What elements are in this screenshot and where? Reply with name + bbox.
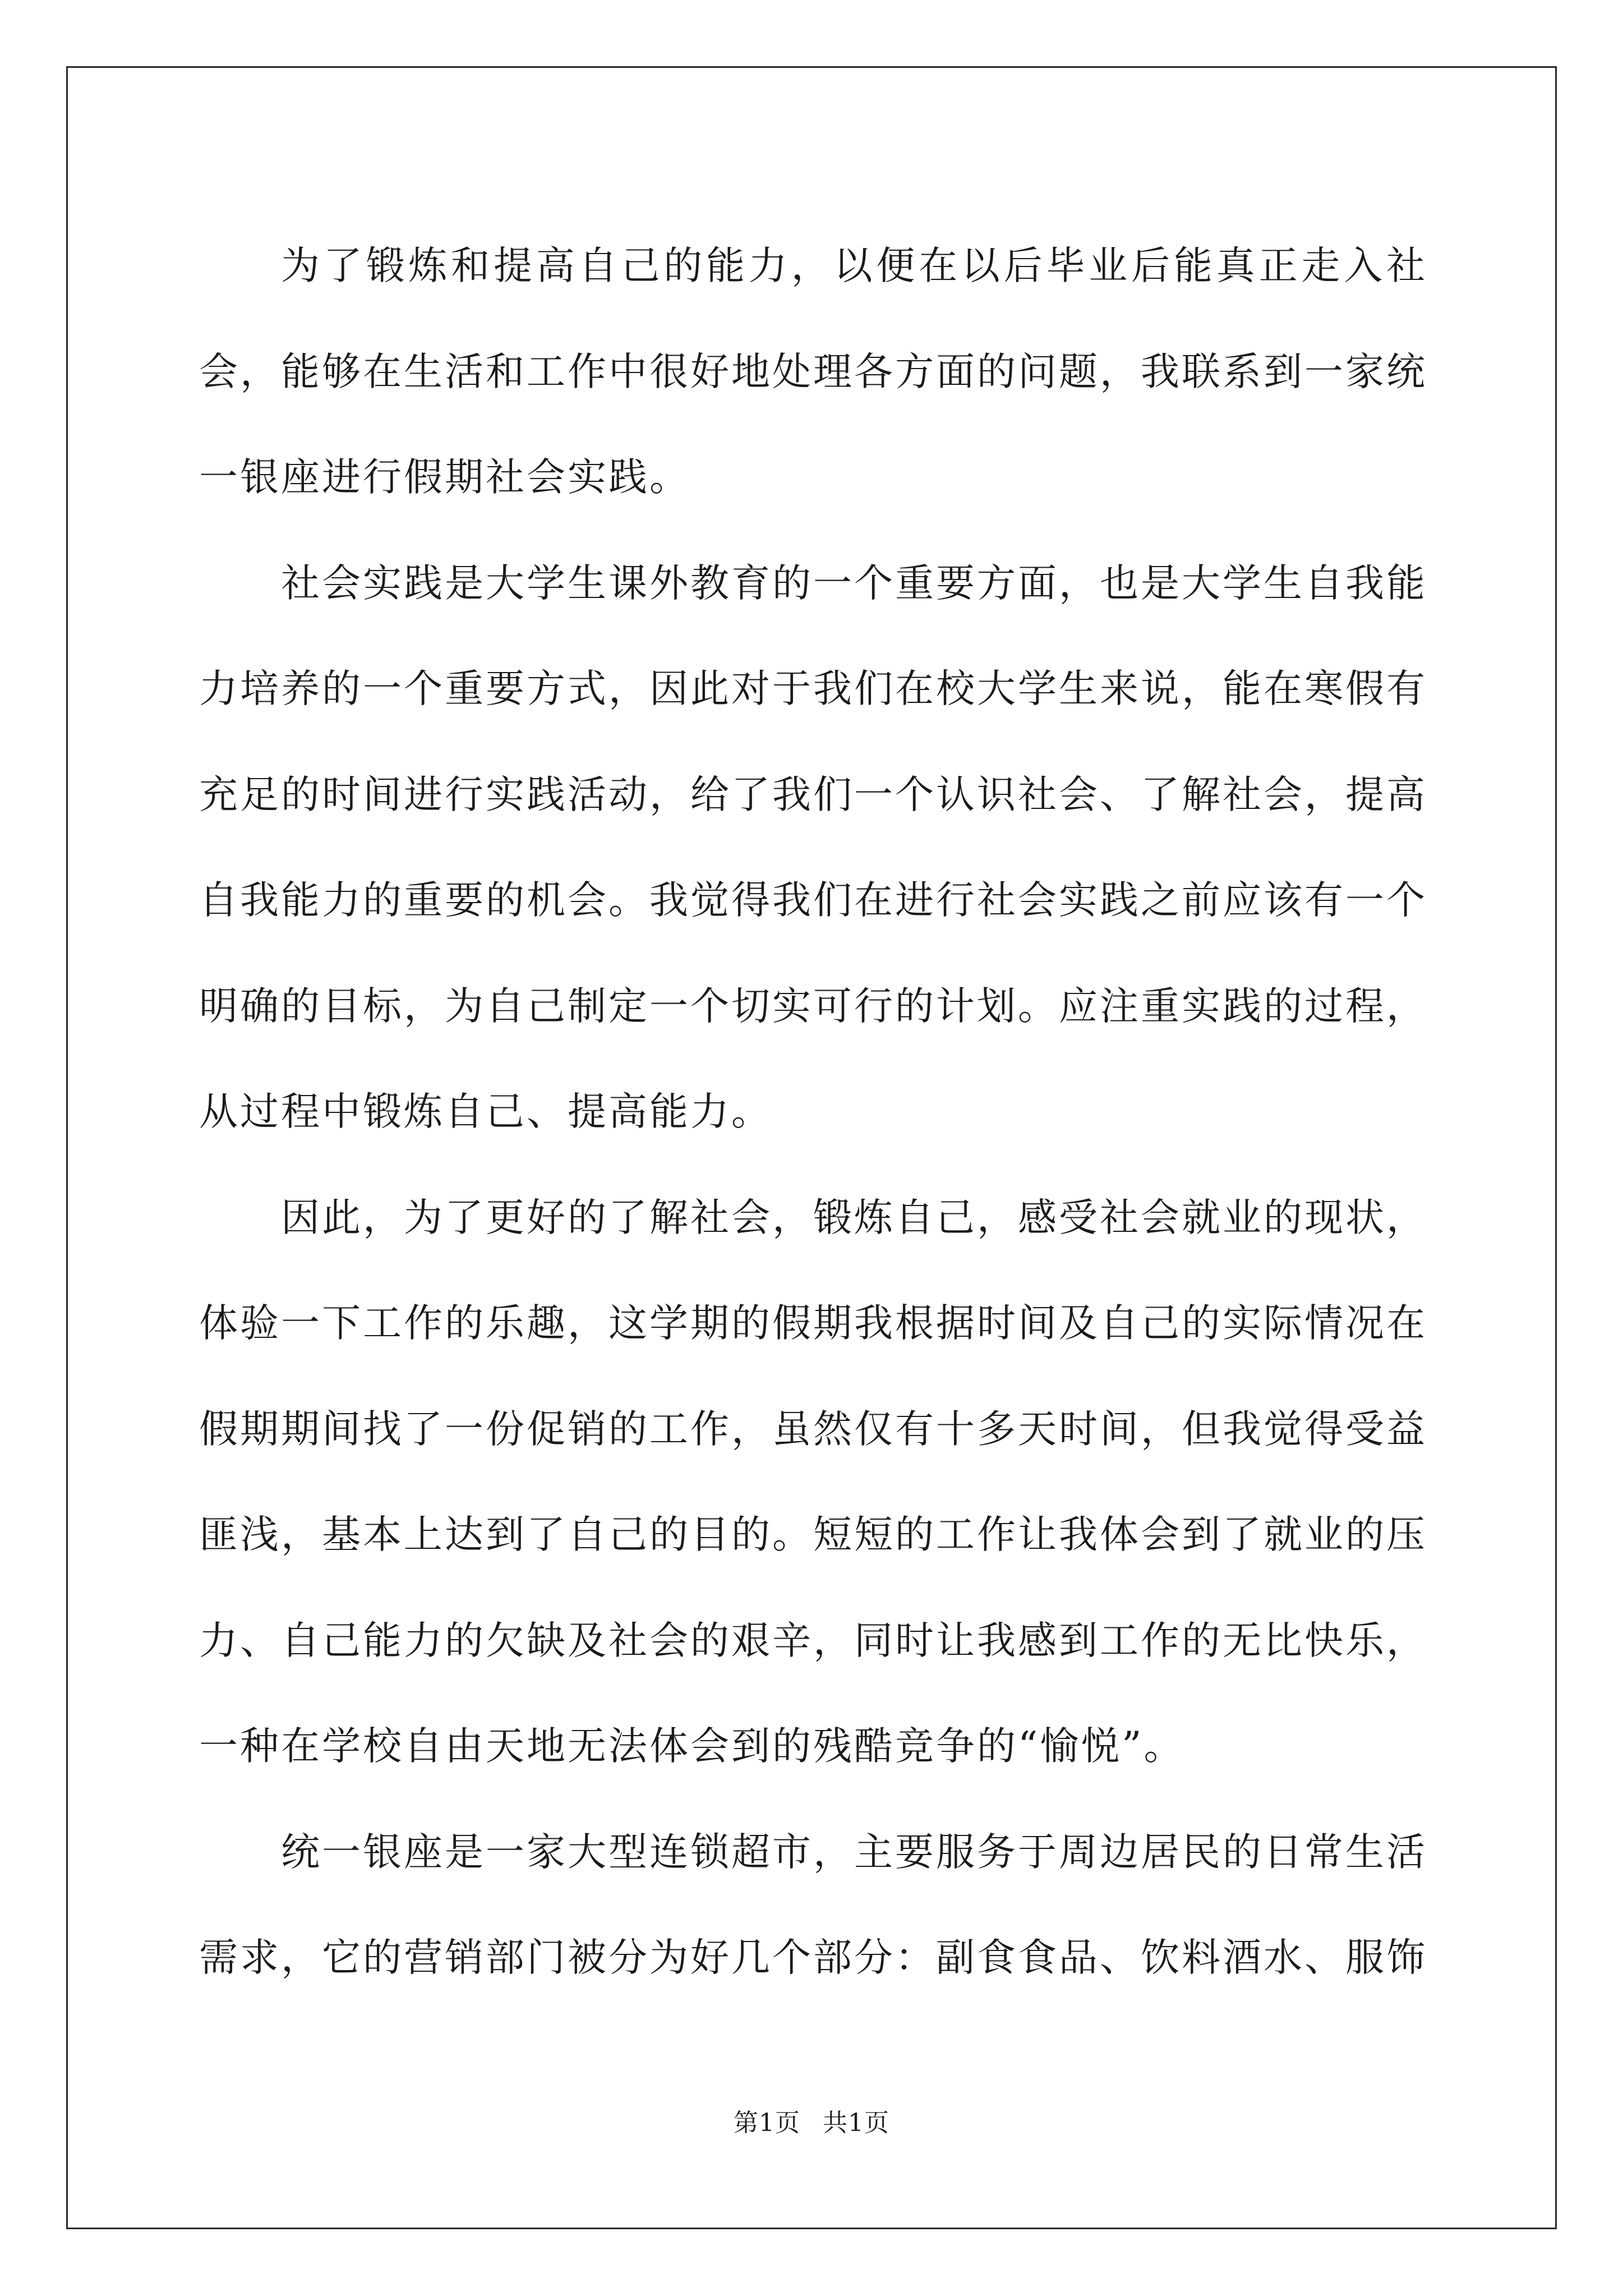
paragraph: 统一银座是一家大型连锁超市，主要服务于周边居民的日常生活需求，它的营销部门被分为好几个部分：副食食品、饮料酒水、服饰 [199, 1829, 1427, 1980]
page-number-total: 共1页 [823, 2109, 889, 2137]
paragraph: 为了锻炼和提高自己的能力，以便在以后毕业后能真正走入社会，能够在生活和工作中很好地处理各方面的问题，我联系到一家统一银座进行假期社会实践。 [199, 243, 1427, 500]
paragraph: 因此，为了更好的了解社会，锻炼自己，感受社会就业的现状，体验一下工作的乐趣，这学期的假期我根据时间及自己的实际情况在假期期间找了一份促销的工作，虽然仅有十多天时间，但我觉得受益匪浅，基本上达到了自己的目的。短短的工作让我体会到了就业的压力、自己能力的欠缺及社会的艰辛，同时让我感到工作的无比快乐，一种在学校自由天地无法体会到的残酷竞争的“愉悦”。 [199, 1195, 1427, 1769]
page-number-current: 第1页 [734, 2109, 800, 2137]
paragraph: 社会实践是大学生课外教育的一个重要方面，也是大学生自我能力培养的一个重要方式，因此对于我们在校大学生来说，能在寒假有充足的时间进行实践活动，给了我们一个认识社会、了解社会，提高自我能力的重要的机会。我觉得我们在进行社会实践之前应该有一个明确的目标，为自己制定一个切实可行的计划。应注重实践的过程，从过程中锻炼自己、提高能力。 [199, 560, 1427, 1134]
document-body [199, 213, 1427, 2011]
page-footer [0, 2106, 1623, 2140]
